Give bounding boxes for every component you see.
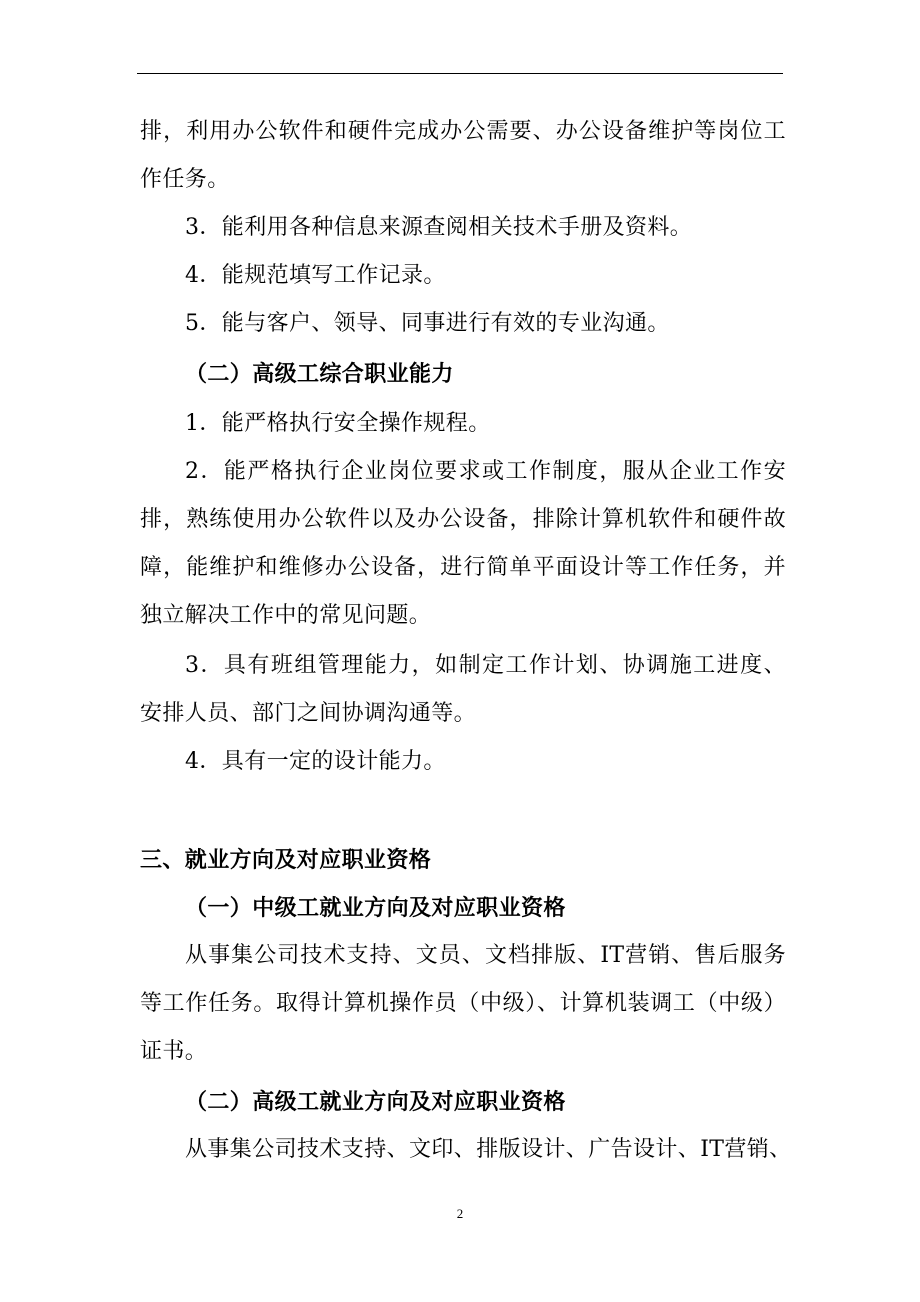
paragraph-line: 排，利用办公软件和硬件完成办公需要、办公设备维护等岗位工 <box>140 119 786 144</box>
list-item: 4．能规范填写工作记录。 <box>185 263 446 288</box>
page-number: 2 <box>456 1206 464 1221</box>
list-item: 2．能严格执行企业岗位要求或工作制度，服从企业工作安 <box>185 459 786 484</box>
paragraph-line: 安排人员、部门之间协调沟通等。 <box>140 701 477 726</box>
section-subheading: （二）高级工综合职业能力 <box>185 361 454 387</box>
list-item: 3．具有班组管理能力，如制定工作计划、协调施工进度、 <box>185 653 786 678</box>
list-item: 3．能利用各种信息来源查阅相关技术手册及资料。 <box>185 215 693 240</box>
list-item: 1．能严格执行安全操作规程。 <box>185 411 491 436</box>
paragraph-line: 从事集公司技术支持、文印、排版设计、广告设计、IT营销、 <box>185 1137 792 1162</box>
section-subheading: （一）中级工就业方向及对应职业资格 <box>185 895 566 921</box>
paragraph-line: 排，熟练使用办公软件以及办公设备，排除计算机软件和硬件故 <box>140 507 786 532</box>
paragraph-line: 障，能维护和维修办公设备，进行简单平面设计等工作任务，并 <box>140 555 786 580</box>
list-item: 5．能与客户、领导、同事进行有效的专业沟通。 <box>185 311 670 336</box>
header-rule <box>137 73 783 74</box>
paragraph-line: 等工作任务。取得计算机操作员（中级）、计算机装调工（中级） <box>140 991 786 1016</box>
paragraph-line: 从事集公司技术支持、文员、文档排版、IT营销、售后服务 <box>185 943 786 968</box>
paragraph-line: 证书。 <box>140 1039 208 1064</box>
paragraph-line: 独立解决工作中的常见问题。 <box>140 603 432 628</box>
list-item: 4．具有一定的设计能力。 <box>185 749 446 774</box>
paragraph-line: 作任务。 <box>140 167 230 192</box>
section-heading: 三、就业方向及对应职业资格 <box>140 847 432 873</box>
section-subheading: （二）高级工就业方向及对应职业资格 <box>185 1089 566 1115</box>
